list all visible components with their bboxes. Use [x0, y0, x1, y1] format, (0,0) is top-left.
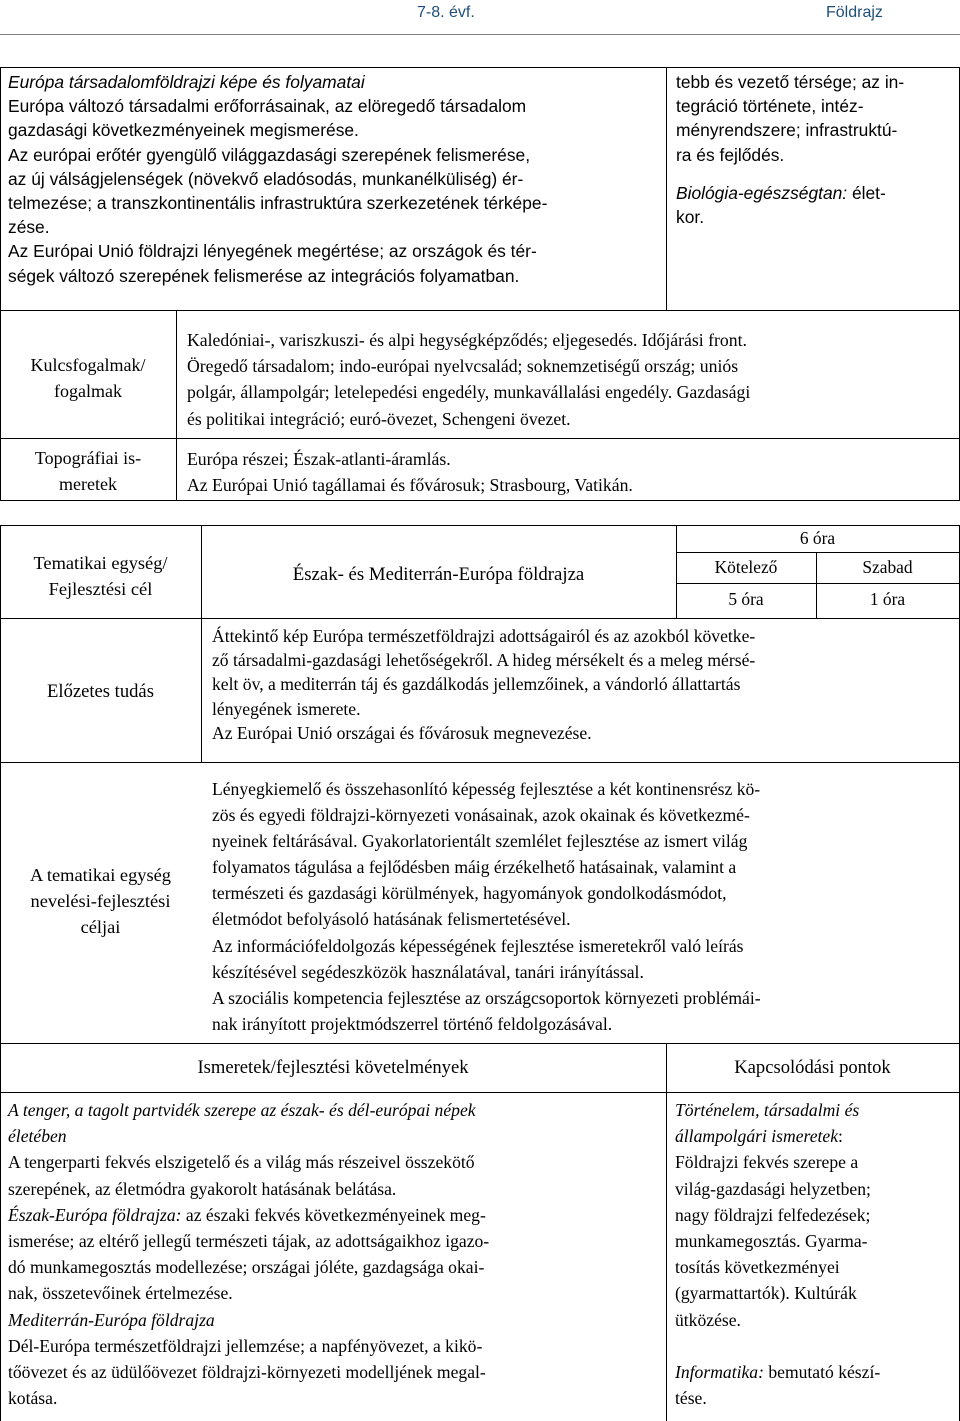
requirement-line: [8, 1202, 663, 1228]
connections-text: [675, 1097, 957, 1411]
hours-required-value: 5 óra: [728, 589, 764, 609]
aims-line: életmódot befolyásoló hatásának felismertetésével.: [212, 909, 571, 930]
aims-line: természeti és gazdasági körülmények, hagyományok gondolkodásmódot,: [212, 883, 727, 904]
connections-line: ményrendszere; infrastruktú-: [676, 120, 898, 141]
hours-required-label: Kötelező: [714, 557, 778, 577]
connection-line: világ-gazdasági helyzetben;: [675, 1178, 871, 1199]
goals-line: zése.: [8, 217, 50, 238]
goals-line: az új válságjelenségek (növekvő eladósodás, munkanélküliség) ér-: [8, 168, 524, 189]
goals-line: telmezése; a transzkontinentális infrastruktúra szerkezetének térképe-: [8, 193, 548, 214]
connection-line: Földrajzi fekvés szerepe a: [675, 1152, 859, 1173]
connections-line: tebb és vezető térsége; az in-: [676, 72, 905, 92]
page-header: [0, 0, 960, 40]
aims-line: nak irányított projektmódszerrel történő feldolgozásával.: [212, 1013, 613, 1034]
topography-label-line: Topográfiai is-: [34, 448, 142, 468]
connection-line: tosítás következményei: [675, 1257, 840, 1278]
connection-line: nagy földrajzi felfedezések;: [675, 1204, 871, 1225]
biology-label: Biológia-egészségtan:: [676, 182, 848, 203]
hours-free-value: 1 óra: [869, 589, 906, 609]
prior-knowledge-text: [212, 624, 957, 745]
prior-knowledge-label: Előzetes tudás: [47, 681, 154, 702]
hours-total: 6 óra: [799, 528, 836, 548]
aims-text: [212, 776, 957, 1037]
connections-cell-top: [676, 70, 956, 229]
aims-line: Lényegkiemelő és összehasonlító képesség fejlesztése a két kontinensrész kö-: [212, 779, 761, 799]
grade-label: 7-8. évf.: [417, 4, 475, 21]
key-concepts-line: és politikai integráció; euró-övezet, Schengeni övezet.: [187, 408, 571, 429]
requirements-header: Ismeretek/fejlesztési követelmények: [197, 1057, 469, 1078]
connection-line: tése.: [675, 1388, 707, 1409]
topography-text: [187, 446, 957, 498]
requirements-text: [8, 1097, 663, 1411]
connection-subject: Informatika:: [675, 1362, 764, 1383]
aims-line: A szociális kompetencia fejlesztése az országcsoportok környezeti problémái-: [212, 987, 761, 1008]
connection-line: Történelem, társadalmi és: [675, 1100, 860, 1120]
requirement-line: kotása.: [8, 1388, 58, 1409]
requirement-line: A tenger, a tagolt partvidék szerepe az észak- és dél-európai népek: [8, 1100, 476, 1120]
connection-line: [675, 1359, 957, 1385]
requirement-line: tőövezet és az üdülőövezet földrajzi-környezeti modelljének megal-: [8, 1362, 486, 1383]
goals-line: ségek változó szerepének felismerése az integrációs folyamatban.: [8, 265, 520, 286]
key-concepts-line: Öregedő társadalom; indo-európai nyelvcsalád; soknemzetiségű ország; uniós: [187, 356, 739, 377]
key-concepts-label-line: fogalmak: [54, 381, 122, 401]
connection-subject: állampolgári ismeretek: [675, 1126, 839, 1147]
connection-spacer: [675, 1333, 957, 1359]
unit-label-line: Tematikai egység/: [33, 553, 168, 573]
requirement-line: A tengerparti fekvés elszigetelő és a világ más részeivel összekötő: [8, 1152, 475, 1173]
connections-header: Kapcsolódási pontok: [734, 1057, 891, 1078]
goals-title: Európa társadalomföldrajzi képe és folyamatai: [8, 72, 365, 92]
prior-line: Áttekintő kép Európa természetföldrajzi adottságairól és az azokból követke-: [212, 626, 756, 646]
requirement-line: szerepének, az életmódra gyakorolt hatásának belátása.: [8, 1178, 397, 1199]
prior-line: ző társadalmi-gazdasági lehetőségekről. A hideg mérsékelt és a meleg mérsé-: [212, 650, 756, 671]
aims-line: folyamatos tágulása a fejlődésben máig érzékelhető hatásainak, valamint a: [212, 857, 737, 878]
connections-line: tegráció története, intéz-: [676, 96, 864, 117]
requirement-heading: Észak-Európa földrajza:: [8, 1204, 182, 1225]
connection-line: munkamegosztás. Gyarma-: [675, 1231, 868, 1252]
connection-line: (gyarmattartók). Kultúrák: [675, 1283, 857, 1304]
requirement-line: nak, összetevőinek értelmezése.: [8, 1283, 233, 1304]
topography-line: Európa részei; Észak-atlanti-áramlás.: [187, 449, 451, 469]
biology-connection: [676, 181, 956, 205]
biology-text: élet-: [847, 182, 886, 203]
connection-line: ütközése.: [675, 1309, 741, 1330]
key-concepts-line: Kaledóniai-, variszkuszi- és alpi hegységképződés; eljegesedés. Időjárási front.: [187, 330, 747, 350]
unit-label-line: Fejlesztési cél: [48, 579, 153, 599]
aims-label-line: nevelési-fejlesztési: [30, 891, 171, 911]
subject-label: Földrajz: [826, 4, 883, 21]
goals-cell: [8, 70, 658, 288]
goals-line: gazdasági következményeinek megismerése.: [8, 120, 359, 141]
aims-line: Az információfeldolgozás képességének fejlesztése ismeretekről való leírás: [212, 935, 744, 956]
prior-line: lényegének ismerete.: [212, 698, 361, 719]
requirement-line: ismerése; az eltérő jellegű természeti tájak, az adottságaikhoz igazo-: [8, 1231, 490, 1252]
topography-line: Az Európai Unió tagállamai és fővárosuk; Strasbourg, Vatikán.: [187, 475, 633, 496]
header-rule: [0, 34, 960, 35]
connections-line: ra és fejlődés.: [676, 144, 785, 165]
requirement-line: Mediterrán-Európa földrajza: [8, 1309, 215, 1330]
topography-label-line: meretek: [59, 474, 117, 494]
connection-text: :: [838, 1126, 843, 1147]
unit-title: Észak- és Mediterrán-Európa földrajza: [292, 564, 585, 585]
aims-label-line: céljai: [80, 917, 121, 937]
requirement-line: életében: [8, 1126, 67, 1147]
aims-label: [0, 862, 201, 940]
prior-line: Az Európai Unió országai és fővárosuk megnevezése.: [212, 722, 592, 743]
prior-line: kelt öv, a mediterrán táj és gazdálkodás jellemzőinek, a vándorló állattartás: [212, 674, 741, 695]
aims-line: zös és egyedi földrajzi-környezeti vonásainak, azok okainak és következmé-: [212, 805, 750, 826]
connection-line: [675, 1123, 957, 1149]
biology-text-line2: kor.: [676, 207, 705, 228]
key-concepts-label: [0, 352, 176, 404]
topography-label: [0, 445, 176, 497]
requirement-text: az északi fekvés következményeinek meg-: [181, 1204, 486, 1225]
goals-line: Az európai erőtér gyengülő világgazdasági szerepének felismerése,: [8, 144, 531, 165]
unit-label: [0, 550, 201, 602]
aims-line: nyeinek feltárásával. Gyakorlatorientált szemlélet fejlesztése az ismert világ: [212, 831, 748, 852]
aims-label-line: A tematikai egység: [30, 865, 171, 885]
connection-text: bemutató készí-: [763, 1362, 881, 1383]
key-concepts-label-line: Kulcsfogalmak/: [30, 355, 146, 375]
aims-line: készítésével segédeszközök használatával, tanári irányítással.: [212, 961, 644, 982]
key-concepts-line: polgár, állampolgár; letelepedési engedély, munkavállalási engedély. Gazdasági: [187, 382, 751, 403]
requirement-line: Dél-Európa természetföldrajzi jellemzése; a napfényövezet, a kikö-: [8, 1335, 483, 1356]
key-concepts-text: [187, 327, 957, 432]
hours-free-label: Szabad: [862, 557, 913, 577]
requirement-line: dó munkamegosztás modellezése; országai jóléte, gazdagsága okai-: [8, 1257, 485, 1278]
goals-line: Európa változó társadalmi erőforrásainak, az elöregedő társadalom: [8, 96, 527, 117]
goals-line: Az Európai Unió földrajzi lényegének megértése; az országok és tér-: [8, 241, 537, 262]
